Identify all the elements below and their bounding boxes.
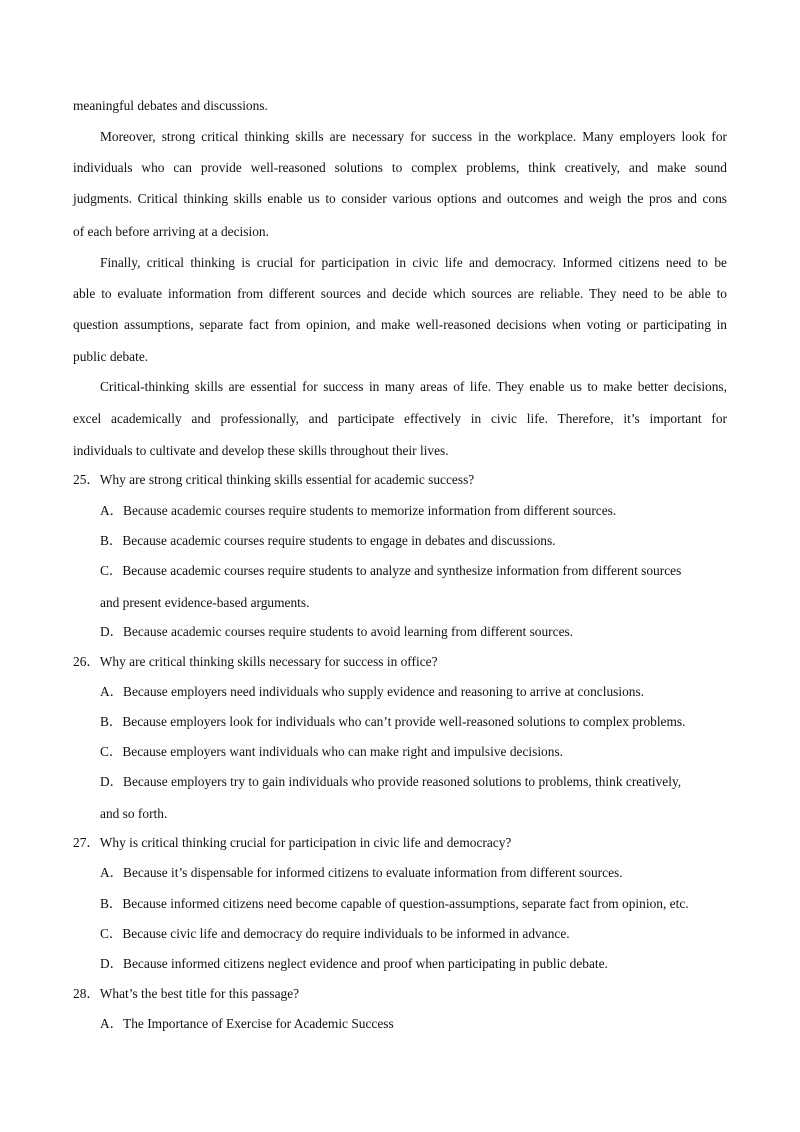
passage-line: question assumptions, separate fact from opinion, and make well-reasoned decisions when voting or participating in: [73, 317, 727, 332]
passage-line: of each before arriving at a decision.: [73, 224, 269, 239]
passage-line: individuals to cultivate and develop these skills throughout their lives.: [73, 443, 449, 458]
passage-line: excel academically and professionally, and participate effectively in civic life. Therefore, it’s important for: [73, 411, 727, 426]
question-stem: 28．What’s the best title for this passage?: [73, 986, 300, 1001]
passage-line: individuals who can provide well-reasoned solutions to complex problems, think creatively, and make sound: [73, 160, 727, 175]
passage-line: public debate.: [73, 349, 149, 364]
passage-line: Critical-thinking skills are essential for success in many areas of life. They enable us to make better decisions,: [100, 379, 727, 394]
passage-line: able to evaluate information from different sources and decide which sources are reliable. They need to be able to: [73, 286, 727, 301]
passage-line: meaningful debates and discussions.: [73, 98, 268, 113]
answer-option: D．Because employers try to gain individuals who provide reasoned solutions to problems, think creatively,: [100, 774, 682, 789]
question-stem: 27．Why is critical thinking crucial for participation in civic life and democracy?: [73, 835, 512, 850]
answer-option: A．Because it’s dispensable for informed citizens to evaluate information from different sources.: [100, 865, 623, 880]
answer-option: A．Because employers need individuals who supply evidence and reasoning to arrive at conclusions.: [100, 684, 645, 699]
answer-option: A．Because academic courses require students to memorize information from different sources.: [100, 503, 617, 518]
answer-option: and so forth.: [100, 806, 168, 821]
question-stem: 25．Why are strong critical thinking skills essential for academic success?: [73, 472, 475, 487]
passage-line: judgments. Critical thinking skills enable us to consider various options and outcomes and weigh the pros and cons: [73, 191, 727, 206]
answer-option: C．Because academic courses require students to analyze and synthesize information from different sources: [100, 563, 682, 578]
answer-option: B．Because employers look for individuals who can’t provide well-reasoned solutions to complex problems.: [100, 714, 686, 729]
answer-option: D．Because informed citizens neglect evidence and proof when participating in public debate.: [100, 956, 608, 971]
answer-option: D．Because academic courses require students to avoid learning from different sources.: [100, 624, 574, 639]
answer-option: B．Because informed citizens need become capable of question-assumptions, separate fact from opinion, etc.: [100, 896, 689, 911]
passage-line: Moreover, strong critical thinking skills are necessary for success in the workplace. Many employers look for: [100, 129, 727, 144]
passage-line: Finally, critical thinking is crucial for participation in civic life and democracy. Informed citizens need to be: [100, 255, 727, 270]
answer-option: and present evidence-based arguments.: [100, 595, 310, 610]
answer-option: C．Because employers want individuals who can make right and impulsive decisions.: [100, 744, 563, 759]
answer-option: A．The Importance of Exercise for Academic Success: [100, 1016, 394, 1031]
answer-option: B．Because academic courses require students to engage in debates and discussions.: [100, 533, 556, 548]
answer-option: C．Because civic life and democracy do require individuals to be informed in advance.: [100, 926, 570, 941]
question-stem: 26．Why are critical thinking skills necessary for success in office?: [73, 654, 438, 669]
